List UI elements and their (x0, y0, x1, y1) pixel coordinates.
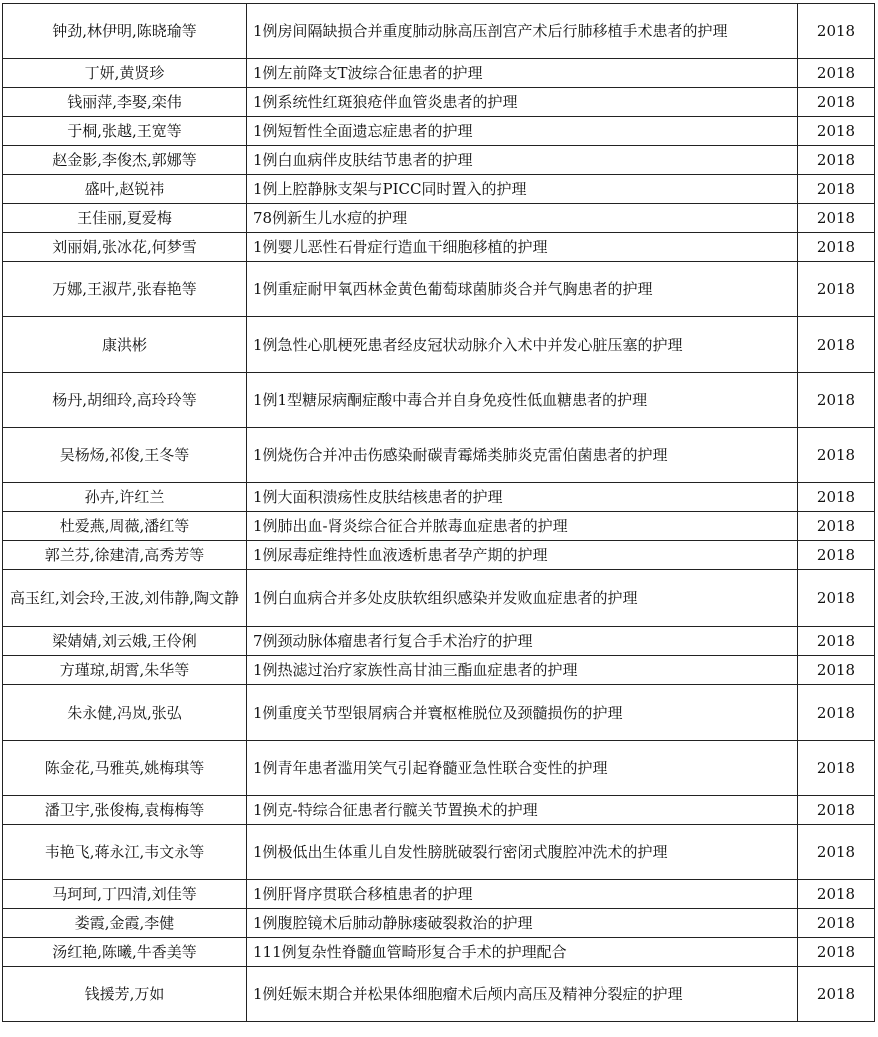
year-cell: 2018 (798, 741, 875, 796)
authors-cell: 于桐,张越,王宽等 (3, 117, 247, 146)
authors-cell: 方瑾琼,胡霄,朱华等 (3, 656, 247, 685)
table-row (3, 656, 875, 685)
title-cell: 1例左前降支T波综合征患者的护理 (247, 59, 798, 88)
table-row (3, 233, 875, 262)
year-cell: 2018 (798, 428, 875, 483)
title-cell: 1例肝肾序贯联合移植患者的护理 (247, 880, 798, 909)
table-row (3, 741, 875, 796)
year-cell: 2018 (798, 825, 875, 880)
year-cell: 2018 (798, 656, 875, 685)
year-cell: 2018 (798, 4, 875, 59)
title-cell: 1例婴儿恶性石骨症行造血干细胞移植的护理 (247, 233, 798, 262)
title-cell: 1例重度关节型银屑病合并寰枢椎脱位及颈髓损伤的护理 (247, 685, 798, 741)
authors-cell: 钱丽萍,李娶,栾伟 (3, 88, 247, 117)
title-cell: 1例重症耐甲氧西林金黄色葡萄球菌肺炎合并气胸患者的护理 (247, 262, 798, 317)
year-cell: 2018 (798, 570, 875, 627)
authors-cell: 丁妍,黄贤珍 (3, 59, 247, 88)
table-row (3, 317, 875, 373)
table-row (3, 570, 875, 627)
table-row (3, 146, 875, 175)
table-row (3, 541, 875, 570)
authors-cell: 康洪彬 (3, 317, 247, 373)
year-cell: 2018 (798, 175, 875, 204)
year-cell: 2018 (798, 541, 875, 570)
table-row (3, 938, 875, 967)
title-cell: 1例妊娠末期合并松果体细胞瘤术后颅内高压及精神分裂症的护理 (247, 967, 798, 1022)
table-row (3, 512, 875, 541)
table-row (3, 262, 875, 317)
title-cell: 1例急性心肌梗死患者经皮冠状动脉介入术中并发心脏压塞的护理 (247, 317, 798, 373)
authors-cell: 钟劲,林伊明,陈晓瑜等 (3, 4, 247, 59)
year-cell: 2018 (798, 967, 875, 1022)
table-row (3, 796, 875, 825)
table-row (3, 685, 875, 741)
authors-cell: 梁婧婧,刘云娥,王伶俐 (3, 627, 247, 656)
title-cell: 1例烧伤合并冲击伤感染耐碳青霉烯类肺炎克雷伯菌患者的护理 (247, 428, 798, 483)
title-cell: 1例青年患者滥用笑气引起脊髓亚急性联合变性的护理 (247, 741, 798, 796)
title-cell: 1例肺出血-肾炎综合征合并脓毒血症患者的护理 (247, 512, 798, 541)
title-cell: 1例系统性红斑狼疮伴血管炎患者的护理 (247, 88, 798, 117)
year-cell: 2018 (798, 317, 875, 373)
table-row (3, 59, 875, 88)
year-cell: 2018 (798, 512, 875, 541)
title-cell: 1例热滤过治疗家族性高甘油三酯血症患者的护理 (247, 656, 798, 685)
year-cell: 2018 (798, 373, 875, 428)
year-cell: 2018 (798, 117, 875, 146)
title-cell: 1例上腔静脉支架与PICC同时置入的护理 (247, 175, 798, 204)
title-cell: 1例尿毒症维持性血液透析患者孕产期的护理 (247, 541, 798, 570)
year-cell: 2018 (798, 796, 875, 825)
table-row (3, 373, 875, 428)
table-row (3, 825, 875, 880)
authors-cell: 王佳丽,夏爱梅 (3, 204, 247, 233)
table-row (3, 88, 875, 117)
year-cell: 2018 (798, 233, 875, 262)
authors-cell: 钱援芳,万如 (3, 967, 247, 1022)
table-row (3, 483, 875, 512)
year-cell: 2018 (798, 627, 875, 656)
title-cell: 1例腹腔镜术后肺动静脉瘘破裂救治的护理 (247, 909, 798, 938)
title-cell: 1例克-特综合征患者行髋关节置换术的护理 (247, 796, 798, 825)
authors-cell: 汤红艳,陈曦,牛香美等 (3, 938, 247, 967)
year-cell: 2018 (798, 204, 875, 233)
table-row (3, 204, 875, 233)
authors-cell: 万娜,王淑芹,张春艳等 (3, 262, 247, 317)
authors-cell: 杨丹,胡细玲,高玲玲等 (3, 373, 247, 428)
title-cell: 1例短暂性全面遗忘症患者的护理 (247, 117, 798, 146)
authors-cell: 马珂珂,丁四清,刘佳等 (3, 880, 247, 909)
title-cell: 1例白血病合并多处皮肤软组织感染并发败血症患者的护理 (247, 570, 798, 627)
authors-cell: 朱永健,冯岚,张弘 (3, 685, 247, 741)
table-row (3, 627, 875, 656)
table-body (3, 4, 875, 1022)
authors-cell: 孙卉,许红兰 (3, 483, 247, 512)
authors-cell: 娄霞,金霞,李健 (3, 909, 247, 938)
year-cell: 2018 (798, 262, 875, 317)
year-cell: 2018 (798, 685, 875, 741)
title-cell: 1例房间隔缺损合并重度肺动脉高压剖宫产术后行肺移植手术患者的护理 (247, 4, 798, 59)
authors-cell: 吴杨炀,祁俊,王冬等 (3, 428, 247, 483)
nursing-cases-table (2, 3, 875, 1022)
authors-cell: 赵金影,李俊杰,郭娜等 (3, 146, 247, 175)
authors-cell: 杜爱燕,周薇,潘红等 (3, 512, 247, 541)
year-cell: 2018 (798, 909, 875, 938)
year-cell: 2018 (798, 880, 875, 909)
title-cell: 1例1型糖尿病酮症酸中毒合并自身免疫性低血糖患者的护理 (247, 373, 798, 428)
title-cell: 78例新生儿水痘的护理 (247, 204, 798, 233)
table-row (3, 4, 875, 59)
year-cell: 2018 (798, 146, 875, 175)
title-cell: 111例复杂性脊髓血管畸形复合手术的护理配合 (247, 938, 798, 967)
title-cell: 1例极低出生体重儿自发性膀胱破裂行密闭式腹腔冲洗术的护理 (247, 825, 798, 880)
title-cell: 1例大面积溃疡性皮肤结核患者的护理 (247, 483, 798, 512)
table-row (3, 428, 875, 483)
authors-cell: 郭兰芬,徐建清,高秀芳等 (3, 541, 247, 570)
table-row (3, 909, 875, 938)
authors-cell: 盛叶,赵锐祎 (3, 175, 247, 204)
table-row (3, 175, 875, 204)
authors-cell: 高玉红,刘会玲,王波,刘伟静,陶文静 (3, 570, 247, 627)
table-row (3, 117, 875, 146)
authors-cell: 潘卫宇,张俊梅,袁梅梅等 (3, 796, 247, 825)
year-cell: 2018 (798, 483, 875, 512)
authors-cell: 陈金花,马雅英,姚梅琪等 (3, 741, 247, 796)
table-row (3, 967, 875, 1022)
authors-cell: 刘丽娟,张冰花,何梦雪 (3, 233, 247, 262)
title-cell: 7例颈动脉体瘤患者行复合手术治疗的护理 (247, 627, 798, 656)
title-cell: 1例白血病伴皮肤结节患者的护理 (247, 146, 798, 175)
year-cell: 2018 (798, 938, 875, 967)
year-cell: 2018 (798, 59, 875, 88)
table-row (3, 880, 875, 909)
authors-cell: 韦艳飞,蒋永江,韦文永等 (3, 825, 247, 880)
year-cell: 2018 (798, 88, 875, 117)
